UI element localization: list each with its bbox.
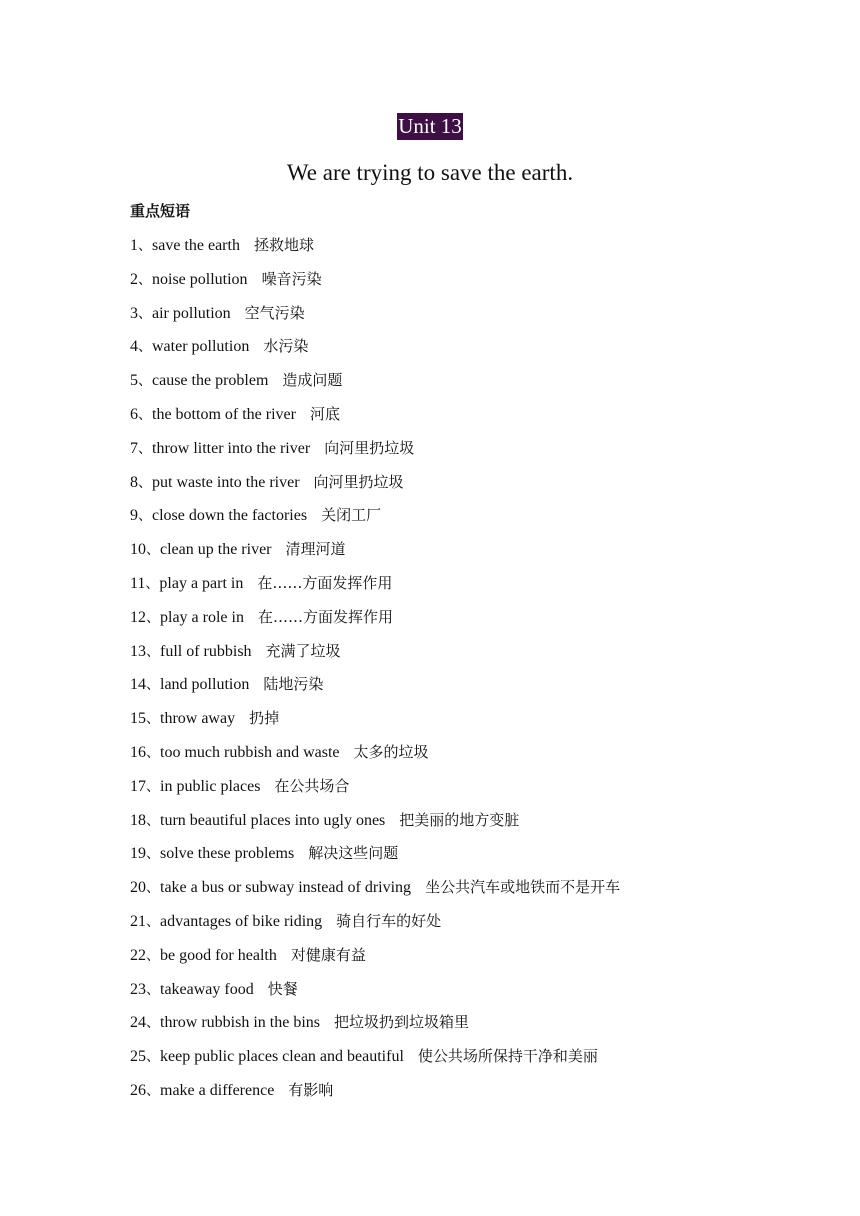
phrase-chinese: 解决这些问题 xyxy=(308,844,399,863)
phrase-number: 17 xyxy=(130,777,146,795)
phrase-chinese: 把垃圾扔到垃圾箱里 xyxy=(334,1013,470,1032)
phrase-number: 7 xyxy=(130,439,138,457)
phrase-separator: 、 xyxy=(146,744,160,761)
phrase-number: 25 xyxy=(130,1048,146,1066)
unit-title: Unit 13 xyxy=(398,114,462,138)
phrase-item xyxy=(130,538,810,572)
phrase-number: 19 xyxy=(130,845,146,863)
unit-title-wrap xyxy=(0,113,860,140)
phrase-number: 10 xyxy=(130,541,146,559)
phrase-english: keep public places clean and beautiful xyxy=(160,1048,404,1066)
phrase-english: advantages of bike riding xyxy=(160,912,323,930)
phrase-english: take a bus or subway instead of driving xyxy=(160,879,412,897)
phrase-list xyxy=(130,234,810,1113)
phrase-english: play a part in xyxy=(159,574,244,592)
phrase-chinese: 在……方面发挥作用 xyxy=(257,573,393,592)
phrase-english: close down the factories xyxy=(152,507,308,525)
phrase-number: 2 xyxy=(130,270,138,288)
phrase-separator: 、 xyxy=(146,846,160,863)
phrase-number: 1 xyxy=(130,237,138,254)
phrase-number: 14 xyxy=(130,676,146,694)
phrase-number: 12 xyxy=(130,608,146,626)
phrase-number: 21 xyxy=(130,912,146,930)
phrase-english: be good for health xyxy=(160,946,277,964)
phrase-item xyxy=(130,369,810,403)
phrase-item xyxy=(130,673,810,707)
phrase-separator: 、 xyxy=(138,474,152,491)
phrase-item xyxy=(130,403,810,437)
phrase-chinese: 有影响 xyxy=(288,1080,334,1099)
phrase-english: make a difference xyxy=(160,1081,275,1099)
phrase-number: 9 xyxy=(130,507,138,525)
phrase-chinese: 清理河道 xyxy=(285,540,346,559)
phrase-separator: 、 xyxy=(138,373,152,390)
phrase-chinese: 坐公共汽车或地铁而不是开车 xyxy=(425,878,621,897)
phrase-separator: 、 xyxy=(146,812,160,829)
phrase-separator: 、 xyxy=(138,440,152,457)
phrase-separator: 、 xyxy=(146,913,160,930)
phrase-item xyxy=(130,640,810,674)
phrase-number: 5 xyxy=(130,372,138,390)
phrase-item xyxy=(130,335,810,369)
phrase-separator: 、 xyxy=(138,305,152,322)
phrase-separator: 、 xyxy=(145,575,160,592)
phrase-chinese: 噪音污染 xyxy=(261,269,322,288)
phrase-number: 4 xyxy=(130,338,138,356)
phrase-item xyxy=(130,842,810,876)
phrase-item xyxy=(130,944,810,978)
phrase-chinese: 造成问题 xyxy=(282,371,343,390)
phrase-item xyxy=(130,504,810,538)
phrase-item xyxy=(130,1045,810,1079)
phrase-item xyxy=(130,876,810,910)
phrase-number: 26 xyxy=(130,1081,146,1099)
phrase-chinese: 向河里扔垃圾 xyxy=(313,472,404,491)
phrase-number: 20 xyxy=(130,879,146,897)
phrase-english: full of rubbish xyxy=(160,642,252,660)
phrase-item xyxy=(130,572,810,606)
phrase-item xyxy=(130,302,810,336)
phrase-chinese: 河底 xyxy=(309,404,340,423)
phrase-english: takeaway food xyxy=(160,980,254,998)
phrase-number: 24 xyxy=(130,1014,146,1032)
phrase-chinese: 骑自行车的好处 xyxy=(336,911,442,930)
phrase-chinese: 拯救地球 xyxy=(253,236,314,254)
phrase-item xyxy=(130,1079,810,1113)
phrase-chinese: 太多的垃圾 xyxy=(353,742,429,761)
phrase-english: noise pollution xyxy=(152,270,248,288)
phrase-separator: 、 xyxy=(146,609,160,626)
phrase-number: 13 xyxy=(130,642,146,660)
phrase-number: 15 xyxy=(130,710,146,728)
phrase-separator: 、 xyxy=(146,711,160,728)
phrase-item xyxy=(130,775,810,809)
phrase-chinese: 在……方面发挥作用 xyxy=(257,607,393,626)
phrase-chinese: 对健康有益 xyxy=(290,945,366,964)
phrase-english: clean up the river xyxy=(160,541,272,559)
phrase-separator: 、 xyxy=(146,1082,160,1099)
phrase-english: throw rubbish in the bins xyxy=(160,1014,320,1032)
phrase-separator: 、 xyxy=(146,981,160,998)
phrase-number: 16 xyxy=(130,743,146,761)
phrase-english: play a role in xyxy=(160,608,244,626)
phrase-separator: 、 xyxy=(146,643,160,660)
phrase-chinese: 使公共场所保持干净和美丽 xyxy=(417,1047,598,1066)
phrase-english: the bottom of the river xyxy=(152,405,296,423)
phrase-item xyxy=(130,707,810,741)
phrase-number: 8 xyxy=(130,473,138,491)
phrase-number: 11 xyxy=(130,574,146,592)
phrase-chinese: 陆地污染 xyxy=(263,675,324,694)
phrase-item xyxy=(130,1011,810,1045)
phrase-number: 18 xyxy=(130,811,146,829)
phrase-separator: 、 xyxy=(146,947,160,964)
phrase-separator: 、 xyxy=(138,238,152,254)
phrase-separator: 、 xyxy=(146,880,160,897)
phrase-item xyxy=(130,978,810,1012)
phrase-english: throw litter into the river xyxy=(152,439,311,457)
phrase-separator: 、 xyxy=(138,271,152,288)
phrase-separator: 、 xyxy=(138,406,152,423)
phrase-separator: 、 xyxy=(146,1015,160,1032)
phrase-chinese: 水污染 xyxy=(263,337,309,356)
lesson-title: We are trying to save the earth. xyxy=(286,160,574,185)
phrase-chinese: 把美丽的地方变脏 xyxy=(399,810,520,829)
phrase-number: 6 xyxy=(130,405,138,423)
phrase-english: solve these problems xyxy=(160,845,295,863)
phrase-number: 22 xyxy=(130,946,146,964)
phrase-item xyxy=(130,268,810,302)
phrase-english: air pollution xyxy=(152,304,231,322)
phrase-item xyxy=(130,741,810,775)
phrase-chinese: 关闭工厂 xyxy=(321,506,382,525)
phrase-separator: 、 xyxy=(138,508,152,525)
phrase-english: turn beautiful places into ugly ones xyxy=(160,811,386,829)
phrase-item xyxy=(130,471,810,505)
phrase-english: land pollution xyxy=(160,676,250,694)
phrase-english: save the earth xyxy=(152,237,240,254)
phrase-item xyxy=(130,234,810,268)
phrase-separator: 、 xyxy=(146,677,160,694)
phrase-chinese: 空气污染 xyxy=(244,303,305,322)
phrase-number: 3 xyxy=(130,304,138,322)
phrase-item xyxy=(130,606,810,640)
phrase-english: put waste into the river xyxy=(152,473,300,491)
phrase-item xyxy=(130,910,810,944)
phrase-separator: 、 xyxy=(146,778,160,795)
phrase-english: in public places xyxy=(160,777,261,795)
phrase-chinese: 向河里扔垃圾 xyxy=(324,438,415,457)
phrase-number: 23 xyxy=(130,980,146,998)
phrase-separator: 、 xyxy=(146,1049,160,1066)
phrase-item xyxy=(130,809,810,843)
phrase-separator: 、 xyxy=(146,542,160,559)
phrase-chinese: 在公共场合 xyxy=(274,776,350,795)
phrase-chinese: 快餐 xyxy=(267,979,298,998)
section-heading: 重点短语 xyxy=(130,202,191,220)
phrase-english: too much rubbish and waste xyxy=(160,743,340,761)
phrase-chinese: 扔掉 xyxy=(249,709,280,728)
phrase-item xyxy=(130,437,810,471)
phrase-english: water pollution xyxy=(152,338,250,356)
phrase-english: cause the problem xyxy=(152,372,269,390)
phrase-separator: 、 xyxy=(138,339,152,356)
phrase-chinese: 充满了垃圾 xyxy=(265,641,341,660)
phrase-english: throw away xyxy=(160,710,236,728)
